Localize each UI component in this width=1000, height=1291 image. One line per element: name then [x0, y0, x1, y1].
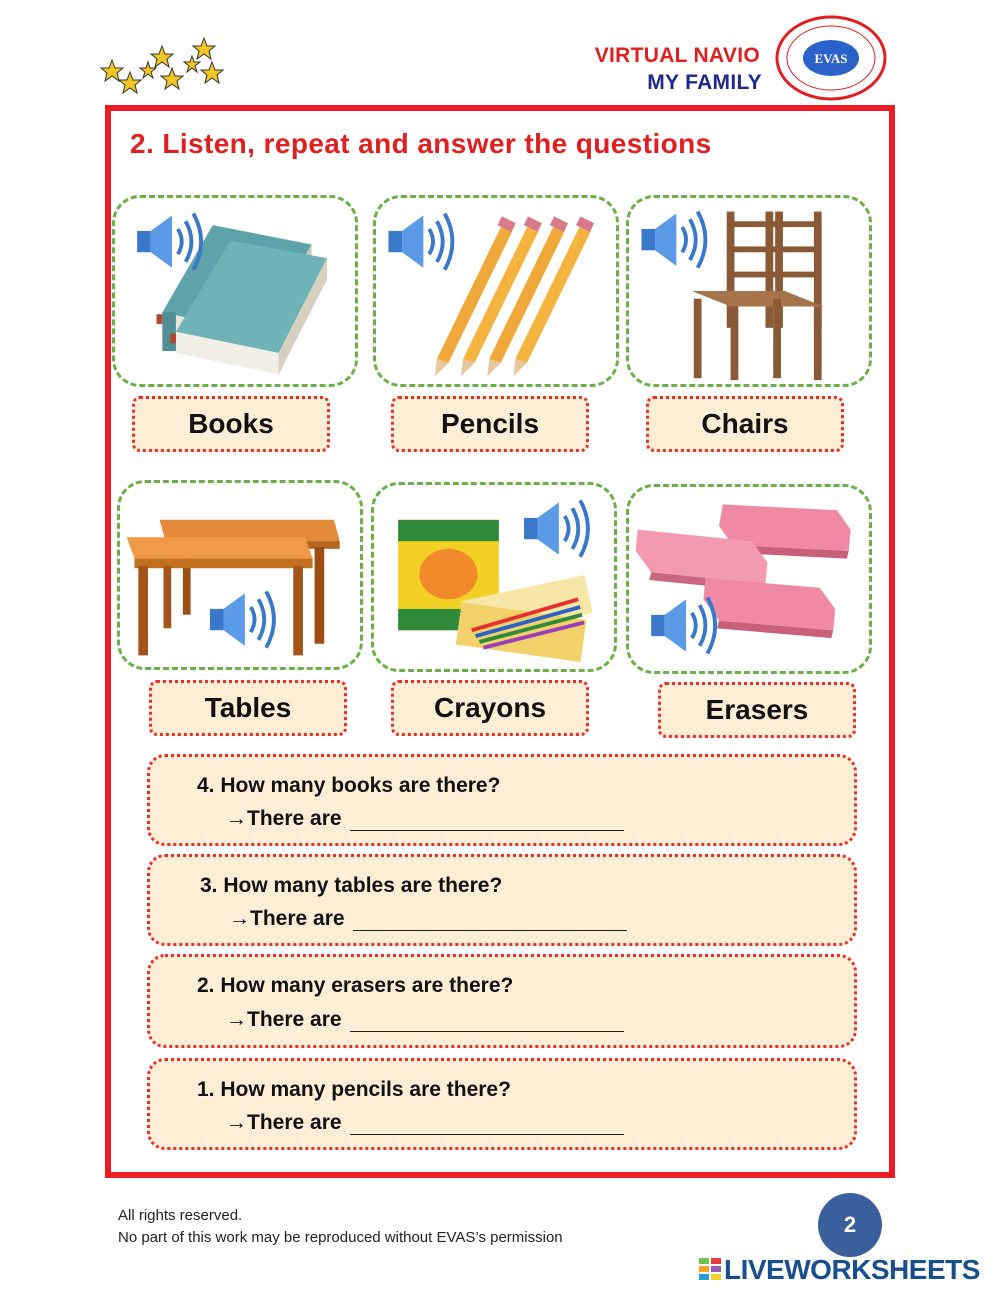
question-box — [147, 954, 857, 1048]
chairs-card — [626, 195, 872, 387]
answer-blank-field[interactable] — [350, 1012, 624, 1032]
question-box — [147, 754, 857, 846]
exercise-heading: 2. Listen, repeat and answer the questions — [130, 128, 712, 159]
answer-blank-field[interactable] — [350, 811, 624, 831]
copyright-line-2: No part of this work may be reproduced without EVAS’s permission — [118, 1229, 563, 1246]
question-text: 3. How many tables are there? — [200, 874, 503, 897]
answer-prefix: →There are — [226, 1008, 342, 1031]
liveworksheets-mark-icon — [698, 1256, 722, 1284]
speaker-icon[interactable] — [374, 485, 614, 669]
question-text: 4. How many books are there? — [197, 774, 501, 797]
answer-prefix: →There are — [226, 807, 342, 830]
speaker-icon[interactable] — [120, 483, 360, 667]
question-box — [147, 1058, 857, 1150]
answer-line — [229, 907, 627, 931]
answer-line — [226, 1111, 624, 1135]
answer-line — [226, 807, 624, 831]
books-label: Books — [132, 396, 330, 452]
speaker-icon[interactable] — [629, 198, 869, 384]
liveworksheets-wordmark: LIVEWORKSHEETS — [724, 1254, 980, 1285]
question-text: 1. How many pencils are there? — [197, 1078, 511, 1101]
speaker-icon[interactable] — [115, 198, 355, 384]
crayons-card — [371, 482, 617, 672]
crayons-label: Crayons — [391, 680, 589, 736]
stars-decoration-icon — [92, 32, 227, 97]
copyright-line-1: All rights reserved. — [118, 1207, 243, 1224]
seal-label: EVAS — [814, 51, 848, 66]
answer-line — [226, 1008, 624, 1032]
answer-blank-field[interactable] — [353, 911, 627, 931]
pencils-label: Pencils — [391, 396, 589, 452]
speaker-icon[interactable] — [629, 487, 869, 671]
answer-prefix: →There are — [226, 1111, 342, 1134]
worksheet-unit-title: MY FAMILY — [647, 71, 762, 94]
answer-prefix: →There are — [229, 907, 345, 930]
answer-blank-field[interactable] — [350, 1115, 624, 1135]
question-box — [147, 854, 857, 946]
liveworksheets-logo — [698, 1254, 980, 1286]
chairs-label: Chairs — [646, 396, 844, 452]
brand-title: VIRTUAL NAVIO — [594, 44, 760, 67]
tables-card — [117, 480, 363, 670]
speaker-icon[interactable] — [376, 198, 616, 384]
question-text: 2. How many erasers are there? — [197, 974, 514, 997]
copyright-notice — [118, 1205, 563, 1249]
erasers-label: Erasers — [658, 682, 856, 738]
erasers-card — [626, 484, 872, 674]
books-card — [112, 195, 358, 387]
page-number-badge: 2 — [818, 1193, 882, 1257]
pencils-card — [373, 195, 619, 387]
school-seal-logo-icon — [774, 14, 888, 102]
tables-label: Tables — [149, 680, 347, 736]
